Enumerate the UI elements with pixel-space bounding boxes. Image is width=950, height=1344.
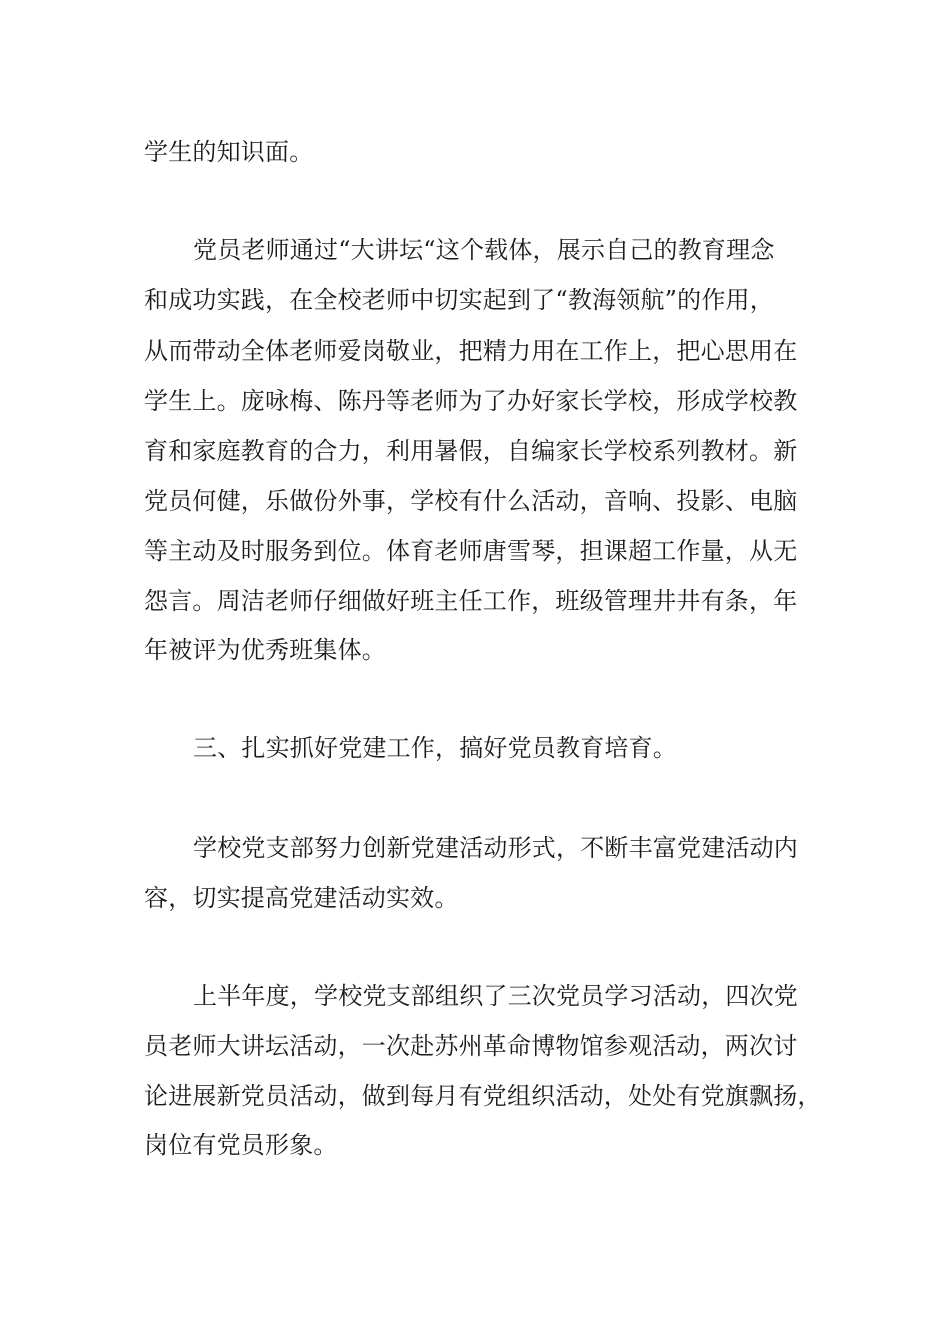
text-line: 等主动及时服务到位。体育老师唐雪琴，担课超工作量，从无 bbox=[144, 537, 798, 565]
text-line: 从而带动全体老师爱岗敬业，把精力用在工作上，把心思用在 bbox=[144, 337, 798, 365]
text-line: 党员何健，乐做份外事，学校有什么活动，音响、投影、电脑 bbox=[144, 487, 798, 515]
text-line: 容，切实提高党建活动实效。 bbox=[144, 884, 459, 912]
text-line: 论进展新党员活动，做到每月有党组织活动，处处有党旗飘扬， bbox=[144, 1082, 822, 1110]
text-line: 员老师大讲坛活动，一次赴苏州革命博物馆参观活动，两次讨 bbox=[144, 1032, 798, 1060]
paragraph-first-line: 学校党支部努力创新党建活动形式，不断丰富党建活动内 bbox=[193, 834, 798, 862]
text-line: 和成功实践，在全校老师中切实起到了“教海领航”的作用， bbox=[144, 286, 774, 314]
text-line: 岗位有党员形象。 bbox=[144, 1131, 338, 1159]
section-heading: 三、扎实抓好党建工作，搞好党员教育培育。 bbox=[193, 734, 677, 762]
text-line: 育和家庭教育的合力，利用暑假，自编家长学校系列教材。新 bbox=[144, 437, 798, 465]
text-line: 怨言。周洁老师仔细做好班主任工作，班级管理井井有条，年 bbox=[144, 587, 798, 615]
text-line: 学生上。庞咏梅、陈丹等老师为了办好家长学校，形成学校教 bbox=[144, 387, 798, 415]
paragraph-first-line: 上半年度，学校党支部组织了三次党员学习活动，四次党 bbox=[193, 982, 798, 1010]
text-line: 学生的知识面。 bbox=[144, 138, 314, 166]
text-line: 年被评为优秀班集体。 bbox=[144, 636, 386, 664]
paragraph-first-line: 党员老师通过“大讲坛“这个载体，展示自己的教育理念 bbox=[193, 236, 775, 264]
